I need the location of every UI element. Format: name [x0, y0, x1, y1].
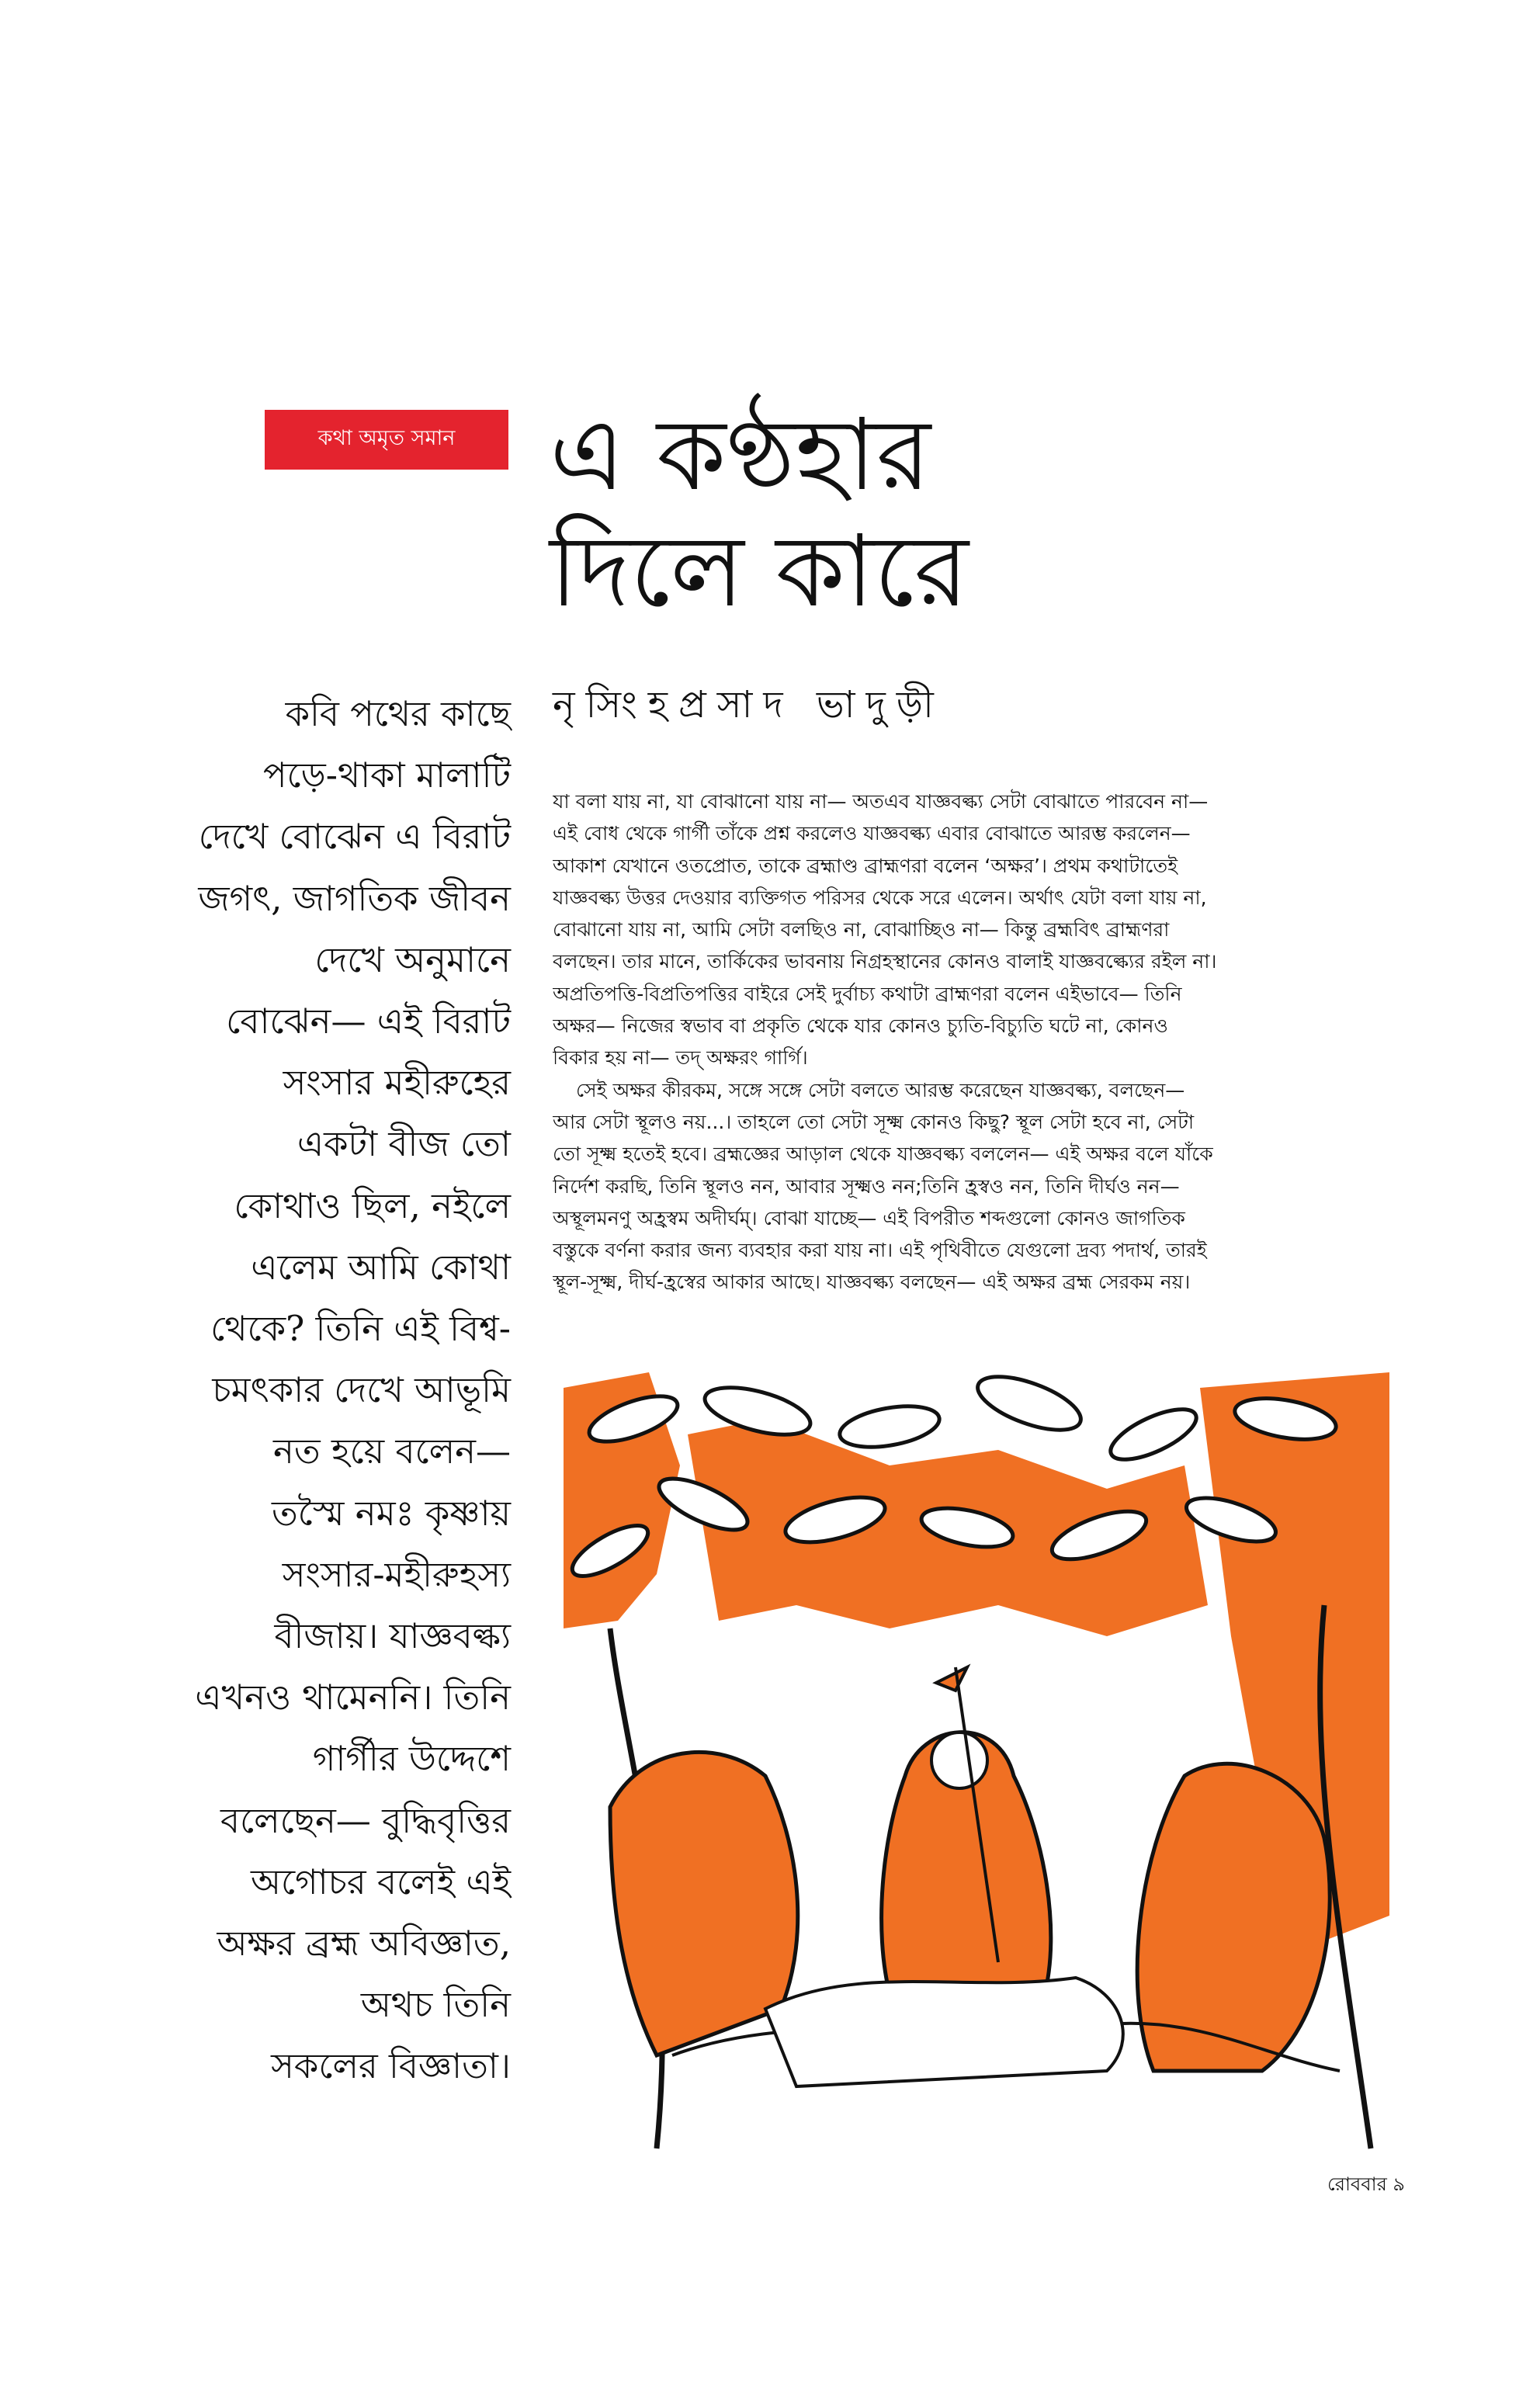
pull-quote-line: নত হয়ে বলেন—	[273, 1431, 511, 1472]
flag	[936, 1667, 967, 1691]
body-line: বস্তুকে বর্ণনা করার জন্য ব্যবহার করা যায় না। এই পৃথিবীতে যেগুলো দ্রব্য পদার্থ, তারই	[553, 1239, 1207, 1262]
cloth	[765, 1978, 1123, 2086]
body-line: সেই অক্ষর কীরকম, সঙ্গে সঙ্গে সেটা বলতে আরম্ভ করেছেন যাজ্ঞবল্ক্য, বলছেন—	[576, 1078, 1185, 1101]
pull-quote-line: দেখে অনুমানে	[314, 938, 511, 980]
pull-quote-line: অথচ তিনি	[360, 1984, 511, 2026]
body-line: আকাশ যেখানে ওতপ্রোত, তাকে ব্রহ্মাণ্ড ব্রাহ্মণরা বলেন ‘অক্ষর’। প্রথম কথাটাতেই	[553, 854, 1178, 877]
body-line: বলছেন। তার মানে, তার্কিকের ভাবনায় নিগ্রহস্থানের কোনও বালাই যাজ্ঞবল্ক্যের রইল না।	[553, 950, 1217, 973]
pull-quote-line: গার্গীর উদ্দেশে	[312, 1738, 511, 1780]
body-line: এই বোধ থেকে গার্গী তাঁকে প্রশ্ন করলেও যাজ্ঞবল্ক্য এবার বোঝাতে আরম্ভ করলেন—	[553, 822, 1191, 845]
body-line: অস্থূলমনণু অহ্রস্বম অদীর্ঘম্। বোঝা যাচ্ছে— এই বিপরীত শব্দগুলো কোনও জাগতিক	[553, 1206, 1185, 1229]
page-folio: রোববার ৯	[1327, 2173, 1405, 2195]
pull-quote-line: অগোচর বলেই এই	[251, 1861, 511, 1902]
pull-quote-line: পড়ে-থাকা মালাটি	[263, 754, 511, 796]
pull-quote-line: কবি পথের কাছে	[285, 693, 511, 734]
body-line: আর সেটা স্থূলও নয়...। তাহলে তো সেটা সূক্ষ্ম কোনও কিছু? স্থূল সেটা হবে না, সেটা	[553, 1110, 1195, 1133]
figure-center-face	[931, 1732, 987, 1788]
pull-quote	[124, 683, 511, 2097]
pull-quote-line: জগৎ, জাগতিক জীবন	[198, 877, 511, 919]
title-line-2: দিলে কারে	[550, 514, 969, 629]
pull-quote-line: বোঝেন— এই বিরাট	[226, 1001, 511, 1042]
article-title	[550, 397, 1326, 630]
body-line: যা বলা যায় না, যা বোঝানো যায় না— অতএব যাজ্ঞবল্ক্য সেটা বোঝাতে পারবেন না—	[553, 790, 1209, 813]
section-tag: কথা অমৃত সমান	[265, 410, 508, 470]
body-line: অপ্রতিপত্তি-বিপ্রতিপত্তির বাইরে সেই দুর্বাচ্য কথাটা ব্রাহ্মণরা বলেন এইভাবে— তিনি	[553, 982, 1182, 1005]
illustration-sages-under-tree	[564, 1372, 1389, 2154]
pull-quote-line: বীজায়। যাজ্ঞবল্ক্য	[274, 1615, 511, 1657]
body-line: বিকার হয় না— তদ্ অক্ষরং গার্গি।	[553, 1046, 808, 1070]
pull-quote-line: কোথাও ছিল, নইলে	[234, 1184, 511, 1226]
body-line: যাজ্ঞবল্ক্য উত্তর দেওয়ার ব্যক্তিগত পরিসর থেকে সরে এলেন। অর্থাৎ যেটা বলা যায় না,	[553, 886, 1207, 909]
body-line: স্থূল-সূক্ষ্ম, দীর্ঘ-হ্রস্বের আকার আছে। যাজ্ঞবল্ক্য বলছেন— এই অক্ষর ব্রহ্ম সেরকম নয়।	[553, 1271, 1191, 1294]
pull-quote-line: বলেছেন— বুদ্ধিবৃত্তির	[220, 1799, 511, 1841]
article-body	[553, 786, 1403, 1299]
title-line-1: এ কণ্ঠহার	[550, 397, 931, 513]
pull-quote-line: অক্ষর ব্রহ্ম অবিজ্ঞাত,	[217, 1923, 511, 1965]
pull-quote-line: সকলের বিজ্ঞাতা।	[271, 2045, 511, 2087]
body-line: নির্দেশ করছি, তিনি স্থূলও নন, আবার সূক্ষ্মও নন;তিনি হ্রস্বও নন, তিনি দীর্ঘও নন—	[553, 1174, 1180, 1198]
pull-quote-line: তস্মৈ নমঃ কৃষ্ণায়	[271, 1492, 511, 1534]
author-byline: নৃসিংহপ্রসাদ ভাদুড়ী	[553, 683, 945, 727]
pull-quote-line: থেকে? তিনি এই বিশ্ব-	[210, 1308, 511, 1350]
pull-quote-line: এলেম আমি কোথা	[251, 1246, 511, 1288]
pull-quote-line: দেখে বোঝেন এ বিরাট	[198, 816, 511, 858]
pull-quote-line: সংসার-মহীরুহস্য	[282, 1553, 511, 1595]
body-line: অক্ষর— নিজের স্বভাব বা প্রকৃতি থেকে যার কোনও চ্যুতি-বিচ্যুতি ঘটে না, কোনও	[553, 1014, 1168, 1038]
pull-quote-line: সংসার মহীরুহের	[283, 1062, 511, 1104]
pull-quote-line: চমৎকার দেখে আভূমি	[212, 1369, 511, 1411]
pull-quote-line: এখনও থামেননি। তিনি	[195, 1677, 511, 1718]
pull-quote-line: একটা বীজ তো	[297, 1123, 511, 1165]
body-line: বোঝানো যায় না, আমি সেটা বলছিও না, বোঝাচ্ছিও না— কিন্তু ব্রহ্মবিৎ ব্রাহ্মণরা	[553, 918, 1170, 942]
body-line: তো সূক্ষ্ম হতেই হবে। ব্রহ্মজ্ঞের আড়াল থেকে যাজ্ঞবল্ক্য বললেন— এই অক্ষর বলে যাঁকে	[553, 1143, 1213, 1166]
